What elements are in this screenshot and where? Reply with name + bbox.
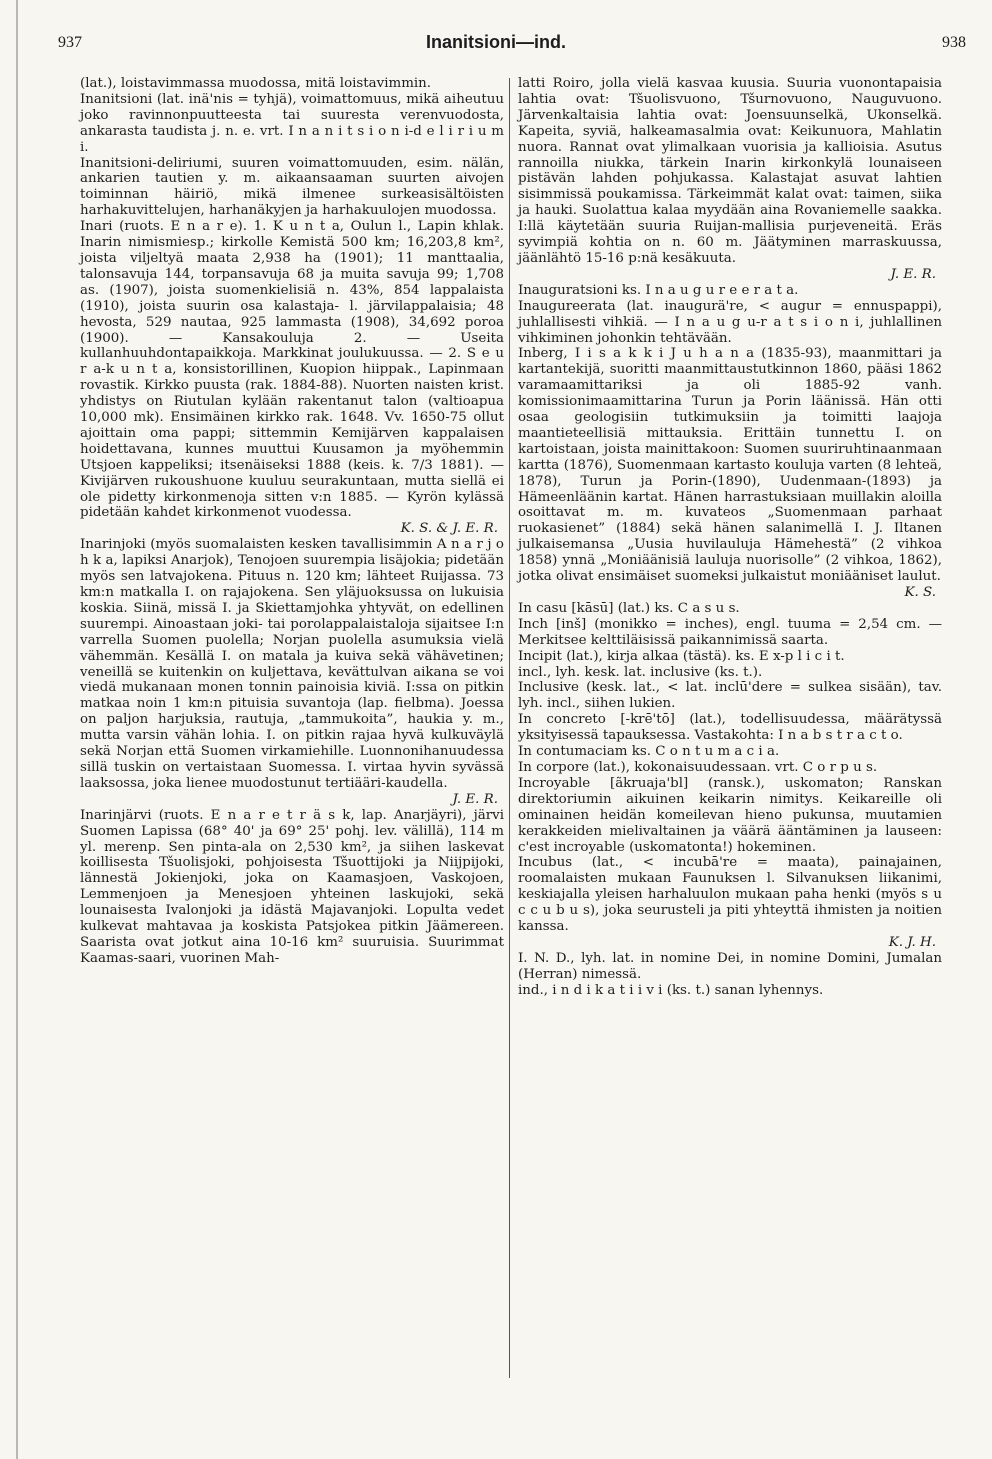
author-signature: J. E. R. (890, 266, 936, 282)
entry-ind-abbrev: ind., i n d i k a t i i v i (ks. t.) sanan lyhennys. (518, 982, 824, 998)
author-signature: K. S. & J. E. R. (400, 521, 498, 537)
entry-in-casu: In casu [kāsū] (lat.) ks. C a s u s. (518, 600, 740, 616)
column-divider (509, 78, 510, 1378)
entry-inari: Inari (ruots. E n a r e). 1. K u n t a, Oulun l., Lapin khlak. Inarin nimismiesp.; kirkolle Kemistä 500 km; 16,203,8 km², joista viljeltyä maata 2,938 ha (1901); 11 manttaalia, talonsavuja 144, torpansavuja 68 ja muita savuja 99; 1,708 as. (1907), joista suomenkielisiä n. 43%, 854 lappalaista (1910), joista suurin osa kalastaja- l. järvilappalaisia; 48 hevosta, 529 nautaa, 925 lammasta (1908), 34,692 poroa (1900). — Kansakouluja 2. — Useita kullanhuuhdontapaikkoja. Markkinat joulukuussa. — 2. S e u r a-k u n t a, konsistorillinen, Kuopion hiippak., Lapinmaan rovastik. Kirkko puusta (rak. 1884-88). Nuorten naisten krist. yhdistys on Riutulan kylään rakentanut talon (valtioapua 10,000 mk). Ensimäinen kirkko rak. 1648. Vv. 1650-75 ollut ajoittain oma pappi; sittemmin Kemijärven kappalaisen hoidettavana, kunnes muuttui Kuusamon ja myöhemmin Utsjoen kappeliksi; itsenäiseksi 1888 (keis. k. 7/3 1881). —Kivijärven rukoushuone kuuluu seurakuntaan, mutta siellä ei ole pidetty kirkonmenoja sitten v:n 1885. — Kyrön kylässä pidetään kahdet kirkonmenot vuodessa. (80, 219, 504, 521)
entry-incipit: Incipit (lat.), kirja alkaa (tästä). ks. E x-p l i c i t. (518, 648, 845, 664)
author-signature: J. E. R. (452, 791, 498, 807)
page-edge (16, 0, 18, 1459)
author-signature: K. S. (904, 585, 936, 600)
left-column (80, 76, 504, 967)
entry-in-concreto: In concreto [-krē'tō] (lat.), todellisuudessa, määrätyssä yksityisessä tapauksessa. Vastakohta: I n a b s t r a c t o. (518, 712, 942, 744)
entry-incroyable: Incroyable [ãkruaja'bl] (ransk.), uskomaton; Ranskan direktoriumin aikuinen keikarin nimitys. Keikareille oli ominainen heidän komeilevan hieno pukunsa, muutamien kerakkeiden mielivaltainen ja väärä ääntäminen ja lauseen: c'est incroyable (uskomatonta!) hokeminen. (518, 775, 942, 855)
page-number-left: 937 (58, 34, 82, 51)
entry-inch: Inch [inš] (monikko = inches), engl. tuuma = 2,54 cm. — Merkitsee kelttiläisissä paikannimissä saarta. (518, 616, 942, 648)
entry-incubus: Incubus (lat., < incubā're = maata), painajainen, roomalaisten mukaan Faunuksen l. Silvanuksen liikanimi, keskiajalla yleisen harhaluulon mukaan paha henki (myös s u c c u b u s), joka seurusteli ja piti yhteyttä ihmisten ja noitien kanssa. (518, 855, 942, 935)
entry-inarinjarvi-continued: latti Roiro, jolla vielä kasvaa kuusia. Suuria vuonontapaisia lahtia ovat: Tšuolisvuono, Tšurnovuono, Nauguvuono. Järvenkaltaisia lahtia ovat: Joensuunselkä, Ukonselkä. Kapeita, syviä, halkeamasalmia ovat: Keikunuora, Mahlatin nuora. Rannat ovat ylimalkaan vuorisia ja kallioisia. Asutus rannoilla niukka, tärkein Inarin kirkonkylä lounaiseen pistävän lahden pohjukassa. Kalastajat asuvat lahtien sisimmissä poukamissa. Tärkeimmät kalat ovat: taimen, siika ja hauki. Suolattua kalaa myydään aina Rovaniemelle saakka. I:llä käytetään suuria Ruijan-mallisia purjeveneitä. Eräs syvimpiä kohtia on n. 60 m. Jäätyminen marraskuussa, jäänlähtö 15-16 p:nä kesäkuuta. (518, 76, 942, 266)
author-signature: K. J. H. (888, 934, 936, 950)
entry-inanitsioni-deliriumi: Inanitsioni-deliriumi, suuren voimattomuuden, esim. nälän, ankarien tautien y. m. aikaansaaman suurten aivojen toiminnan häiriö, mikä ilmenee surkeasisältöisten harhakuvittelujen, harhanäkyjen ja harhakuulojen muodossa. (80, 155, 504, 219)
entry-inaugureerata: Inaugureerata (lat. inaugurä're, < augur = ennuspappi), juhlallisesti vihkiä. — I n a u g u-r a t s i o n i, juhlallinen vihkiminen johonkin tehtävään. (518, 298, 942, 346)
entry-inanitsioni: Inanitsioni (lat. inä'nis = tyhjä), voimattomuus, mikä aiheutuu joko ravinnonpuutteesta tai suuresta verenvuodosta, ankarasta taudista j. n. e. vrt. I n a n i t s i o n i-d e l i r i u m i. (80, 91, 504, 155)
entry-continuation: (lat.), loistavimmassa muodossa, mitä loistavimmin. (80, 76, 432, 91)
page-number-right: 938 (942, 34, 966, 51)
entry-inclusive: Inclusive (kesk. lat., < lat. inclū'dere = sulkea sisään), tav. lyh. incl., siihen lukien. (518, 680, 942, 712)
entry-inarinjoki: Inarinjoki (myös suomalaisten kesken tavallisimmin A n a r j o h k a, lapiksi Anarjok), Tenojoen suurempia lisäjokia; pidetään myös sen latvajokena. Pituus n. 120 km; lähteet Ruijassa. 73 km:n matkalla I. on rajajokena. Sen yläjuoksussa on lukuisia koskia. Siinä, missä I. ja Skiettamjohka yhtyvät, on edellinen suurempi. Ainoastaan joki- tai porolappalaistaloja sijaitsee I:n varrella Suomen puolella; Norjan puolella asumuksia vielä vähemmän. Kesällä I. on matala ja kuiva sekä vähävetinen; veneillä se kuitenkin on kuljettava, kevättulvan aikana se voi viedä mukanaan monen tonnin painoisia kiviä. I:ssa on pitkin matkaa noin 1 km:n pituisia suvantoja (lap. fielbma). Joessa on paljon harjuksia, rautuja, „tammukoita”, haukia y. m., mutta varsin vähän lohia. I. on pitkin rajaa hyvä kulkuväylä sekä Norjan että Suomen virkamiehille. Luonnonihanuudessa sillä tuskin on vertaistaan Suomessa. I. virtaa hyvin syvässä laaksossa, joka lienee muodostunut tertiääri-kaudella. (80, 537, 504, 791)
entry-incl: incl., lyh. kesk. lat. inclusive (ks. t.). (518, 664, 763, 680)
running-title: Inanitsioni—ind. (426, 32, 566, 52)
page-header (0, 34, 992, 62)
entry-inauguratsioni: Inauguratsioni ks. I n a u g u r e e r a t a. (518, 282, 799, 298)
right-column (518, 76, 942, 999)
entry-in-corpore: In corpore (lat.), kokonaisuudessaan. vrt. C o r p u s. (518, 759, 878, 775)
entry-ind: I. N. D., lyh. lat. in nomine Dei, in nomine Domini, Jumalan (Herran) nimessä. (518, 950, 942, 982)
entry-in-contumaciam: In contumaciam ks. C o n t u m a c i a. (518, 744, 780, 760)
entry-inberg: Inberg, I i s a k k i J u h a n a (1835-93), maanmittari ja kartantekijä, suoritti maanmittaustutkinnon 1860, pääsi 1862 varamaamittariksi ja oli 1885-92 vanh. komissionimaamittarina Turun ja Porin läänissä. Hän otti osaa geologisiin tutkimuksiin ja toimitti laajoja maantieteellisiä mittauksia. Erittäin tunnettu I. on kartoistaan, joista mainittakoon: Suomen suuriruhtinaanmaan kartta (1876), Suomenmaan kartasto koulujа varten (8 lehteä, 1878), Turun ja Porin-(1890), Uudenmaan-(1893) ja Hämeenläänin kartat. Hänen harrastuksiaan muillakin aloilla osoittavat m. m. kuvateos „Suomenmaan parhaat ruokasienet” (1884) sekä hänen salanimellä I. J. Iltanen julkaisemansa „Uusia huvilauluja Hämehestä” (2 vihkoa 1858) ynnä „Moniäänisiä lauluja nuorisolle” (2 vihkoa, 1862), jotka olivat ensimäiset suomeksi julkaistut moniääniset laulut. (518, 346, 942, 585)
entry-inarinjarvi: Inarinjärvi (ruots. E n a r e t r ä s k, lap. Anarjäyri), järvi Suomen Lapissa (68° 40' ja 69° 25' pohj. lev. välillä), 114 m yl. merenp. Sen pinta-ala on 2,530 km², ja siihen laskevat koillisesta Tšuolisjoki, pohjoisesta Tšuottijoki ja Niijpijoki, lännestä Jokienjoki, joka on Kaamasjoen, Vaskojoen, Lemmenjoen ja Menesjoen yhteinen laskujoki, sekä lounaisesta Ivalonjoki ja idästä Majavanjoki. Lopulta vedet kulkevat mahtavaa ja koskista Patsjokea pitkin Jäämereen. Saarista ovat jotkut aina 10-16 km² suuruisia. Suurimmat Kaamas-saari, vuorinen Mah- (80, 807, 504, 966)
